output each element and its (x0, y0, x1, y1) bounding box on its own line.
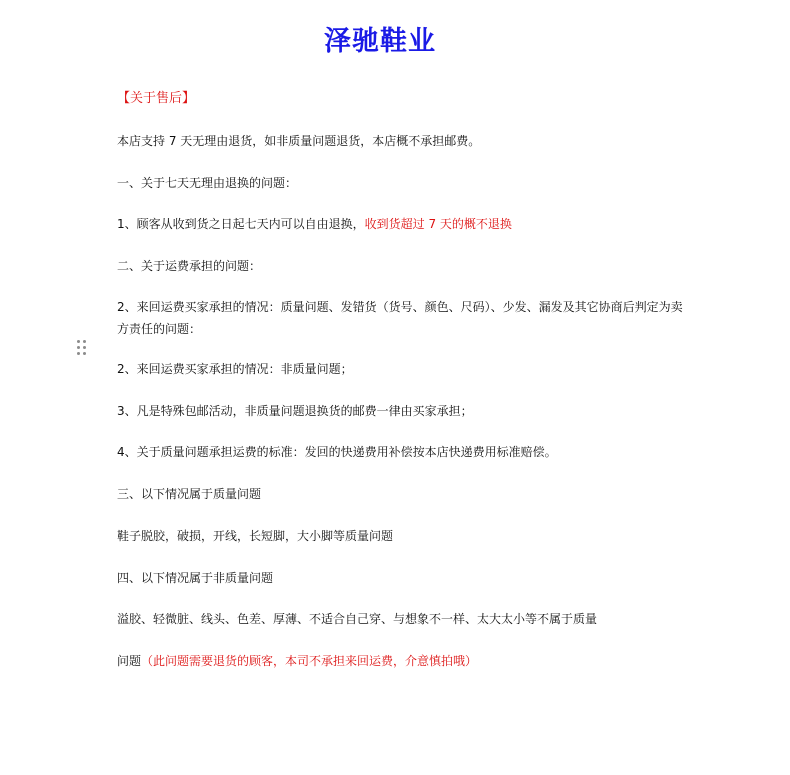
part4-text: 溢胶、轻微脏、线头、色差、厚薄、不适合自己穿、与想象不一样、太大太小等不属于质量 (117, 612, 598, 626)
part3-heading: 三、以下情况属于质量问题 (117, 487, 262, 501)
part4-note: （此问题需要退货的顾客，本司不承担来回运费，介意慎拍哦） (141, 654, 478, 668)
part2-item1: 2、来回运费买家承担的情况：质量问题、发错货（货号、颜色、尺码）、少发、漏发及其它协商后判定为卖方责任的问题： (117, 300, 683, 336)
drag-handle-icon[interactable] (77, 340, 87, 356)
part3-text: 鞋子脱胶，破损，开线，长短脚，大小脚等质量问题 (117, 529, 394, 543)
part1-item1 (117, 214, 512, 234)
part1-heading: 一、关于七天无理由退换的问题： (117, 176, 298, 190)
part2-heading: 二、关于运费承担的问题： (117, 259, 262, 273)
intro-paragraph: 本店支持 7 天无理由退货，如非质量问题退货，本店概不承担邮费。 (117, 134, 481, 148)
part2-item2: 2、来回运费买家承担的情况：非质量问题； (117, 362, 353, 376)
part4-text-end (117, 651, 477, 671)
section-heading: 【关于售后】 (117, 91, 196, 106)
part1-item1-text: 1、顾客从收到货之日起七天内可以自由退换， (117, 217, 365, 231)
part1-item1-warning: 收到货超过 7 天的概不退换 (364, 217, 512, 231)
page-title: 泽驰鞋业 (324, 26, 436, 57)
part4-text-end-word: 问题 (117, 654, 142, 668)
part2-item3: 3、凡是特殊包邮活动，非质量问题退换货的邮费一律由买家承担； (117, 404, 473, 418)
part2-item4: 4、关于质量问题承担运费的标准：发回的快递费用补偿按本店快递费用标准赔偿。 (117, 445, 557, 459)
part4-heading: 四、以下情况属于非质量问题 (117, 571, 274, 585)
